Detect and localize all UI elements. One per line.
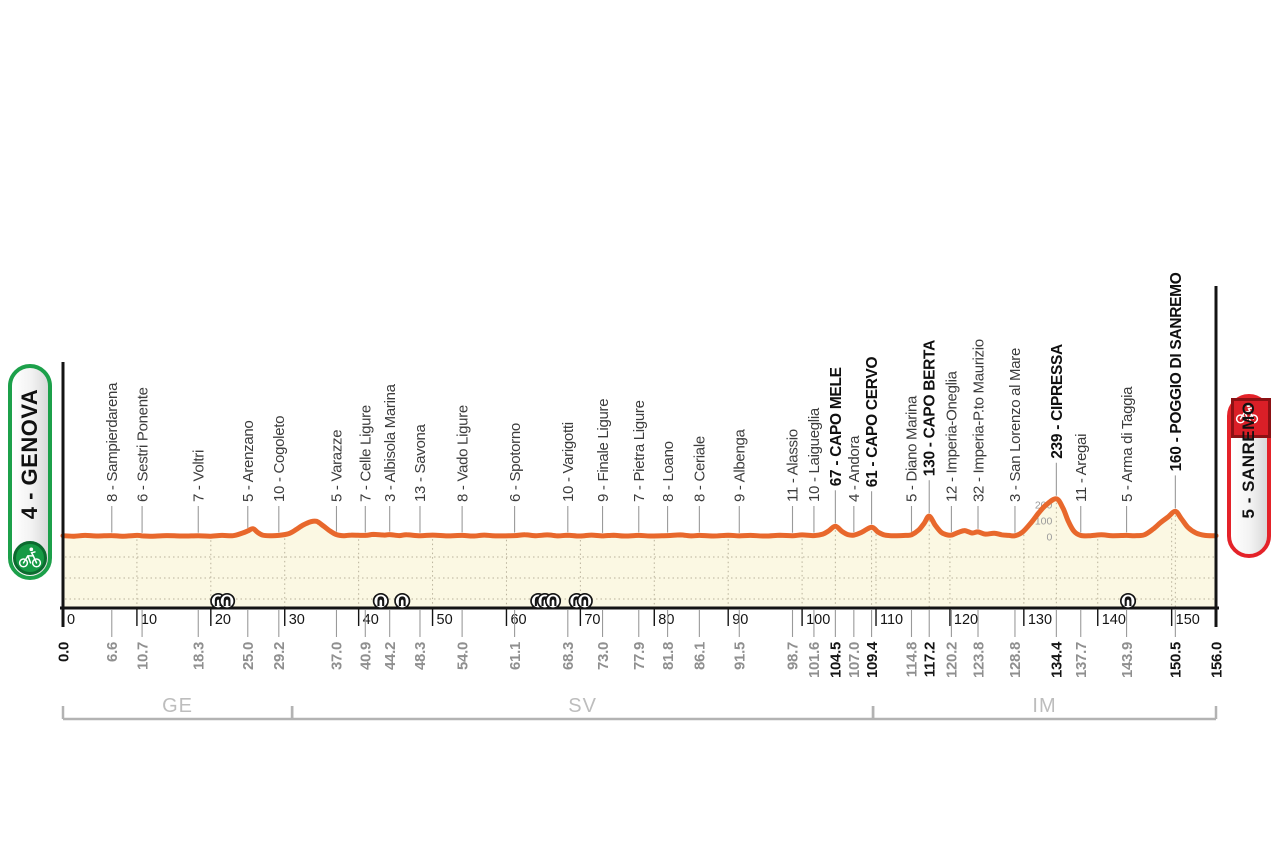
x-axis-tick-label: 110	[880, 612, 904, 628]
town-label: 11 - Alassio	[784, 429, 802, 502]
km-distance-label: 156.0	[1208, 642, 1226, 679]
start-location-box	[8, 364, 52, 580]
town-label: 8 - Vado Ligure	[454, 405, 472, 502]
climb-label: 61 - CAPO CERVO	[864, 356, 882, 488]
climb-label: 130 - CAPO BERTA	[921, 340, 939, 477]
town-label: 7 - Celle Ligure	[357, 405, 375, 502]
start-location-label: 4 - GENOVA	[17, 388, 42, 520]
x-axis-tick-label: 120	[953, 612, 979, 628]
town-label: 9 - Finale Ligure	[594, 398, 612, 502]
km-distance-label: 73.0	[594, 642, 612, 670]
town-label: 4 - Andora	[846, 435, 864, 502]
town-label: 8 - Sampierdarena	[104, 382, 122, 502]
km-distance-label: 40.9	[357, 642, 375, 670]
finish-location-box	[1227, 394, 1271, 558]
x-axis-tick-label: 100	[806, 612, 831, 628]
climb-label: 239 - CIPRESSA	[1048, 344, 1066, 459]
x-axis-tick-label: 30	[288, 612, 305, 628]
town-label: 13 - Savona	[412, 424, 430, 502]
tunnel-icon	[546, 594, 560, 608]
town-label: 3 - San Lorenzo al Mare	[1007, 347, 1025, 502]
town-label: 5 - Arma di Taggia	[1118, 386, 1136, 502]
province-label: GE	[162, 695, 194, 717]
town-label: 12 - Imperia-Oneglia	[943, 371, 961, 502]
climb-label: 67 - CAPO MELE	[827, 367, 845, 487]
km-distance-label: 37.0	[328, 642, 346, 670]
km-distance-label: 107.0	[846, 642, 864, 679]
km-distance-label: 25.0	[240, 642, 258, 670]
town-label: 32 - Imperia-P.to Maurizio	[970, 339, 988, 502]
km-distance-label: 0.0	[55, 642, 73, 662]
x-axis-tick-label: 150	[1175, 612, 1200, 628]
elevation-scale-label: 100	[1034, 515, 1053, 528]
elevation-scale-label: 0	[1046, 531, 1053, 544]
x-axis-tick-label: 50	[436, 612, 453, 628]
km-distance-label: 6.6	[104, 642, 122, 662]
km-distance-label: 44.2	[381, 642, 399, 670]
km-distance-label: 104.5	[827, 642, 845, 679]
x-axis-tick-label: 60	[510, 612, 527, 628]
km-distance-label: 68.3	[560, 642, 578, 670]
km-distance-label: 114.8	[903, 642, 921, 678]
km-distance-label: 143.9	[1118, 642, 1136, 679]
x-axis-tick-label: 40	[362, 612, 379, 628]
finish-location-label: 5 - SANREMO	[1239, 401, 1258, 519]
cyclist-glyph	[17, 545, 43, 571]
town-label: 5 - Diano Marina	[903, 395, 921, 502]
km-distance-label: 137.7	[1072, 642, 1090, 679]
town-label: 5 - Varazze	[328, 429, 346, 502]
x-axis-tick-label: 20	[214, 612, 231, 628]
cyclist-icon	[13, 541, 47, 575]
town-label: 6 - Spotorno	[506, 423, 524, 502]
x-axis-tick-label: 140	[1101, 612, 1126, 628]
km-distance-label: 91.5	[731, 642, 749, 670]
x-axis-tick-label: 130	[1027, 612, 1053, 628]
tunnel-icon	[1121, 594, 1135, 608]
town-label: 10 - Cogoleto	[271, 415, 289, 502]
province-label: IM	[1032, 695, 1057, 717]
km-distance-label: 98.7	[784, 642, 802, 670]
tunnel-icon	[220, 594, 234, 608]
town-label: 10 - Varigotti	[560, 422, 578, 502]
tunnel-icon	[374, 594, 388, 608]
km-distance-label: 117.2	[921, 642, 939, 678]
x-axis-tick-label: 80	[658, 612, 675, 628]
km-distance-label: 101.6	[806, 642, 824, 679]
tunnel-icon	[395, 594, 409, 608]
km-distance-label: 48.3	[412, 642, 430, 670]
elevation-scale-label: 200	[1034, 499, 1053, 512]
km-distance-label: 77.9	[631, 642, 649, 670]
km-distance-label: 120.2	[943, 642, 961, 679]
x-axis-tick-label: 70	[584, 612, 601, 628]
town-label: 10 - Laigueglia	[806, 408, 824, 502]
km-distance-label: 109.4	[863, 642, 881, 679]
town-label: 7 - Pietra Ligure	[631, 400, 649, 502]
tunnel-icon	[578, 594, 592, 608]
town-label: 3 - Albisola Marina	[381, 384, 399, 502]
town-label: 7 - Voltri	[190, 449, 208, 502]
km-distance-label: 10.7	[134, 642, 152, 670]
x-axis-tick-label: 10	[140, 612, 158, 628]
km-distance-label: 54.0	[454, 642, 472, 670]
x-axis-tick-label: 90	[732, 612, 749, 628]
km-distance-label: 128.8	[1007, 642, 1025, 679]
km-distance-label: 86.1	[691, 642, 709, 670]
province-label: SV	[568, 695, 597, 717]
town-label: 5 - Arenzano	[240, 420, 258, 502]
town-label: 6 - Sestri Ponente	[134, 387, 152, 502]
town-label: 8 - Ceriale	[691, 436, 709, 502]
town-label: 9 - Albenga	[731, 429, 749, 502]
km-distance-label: 61.1	[506, 642, 524, 670]
km-distance-label: 123.8	[970, 642, 988, 679]
climb-label: 160 - POGGIO DI SANREMO	[1167, 272, 1185, 472]
x-axis-tick-label: 0	[67, 612, 76, 628]
km-distance-label: 29.2	[271, 642, 289, 670]
town-label: 8 - Loano	[659, 441, 677, 502]
km-distance-label: 150.5	[1167, 642, 1185, 679]
town-label: 11 - Aregai	[1072, 433, 1090, 502]
km-distance-label: 18.3	[190, 642, 208, 670]
km-distance-label: 81.8	[659, 642, 677, 670]
km-distance-label: 134.4	[1048, 642, 1066, 679]
